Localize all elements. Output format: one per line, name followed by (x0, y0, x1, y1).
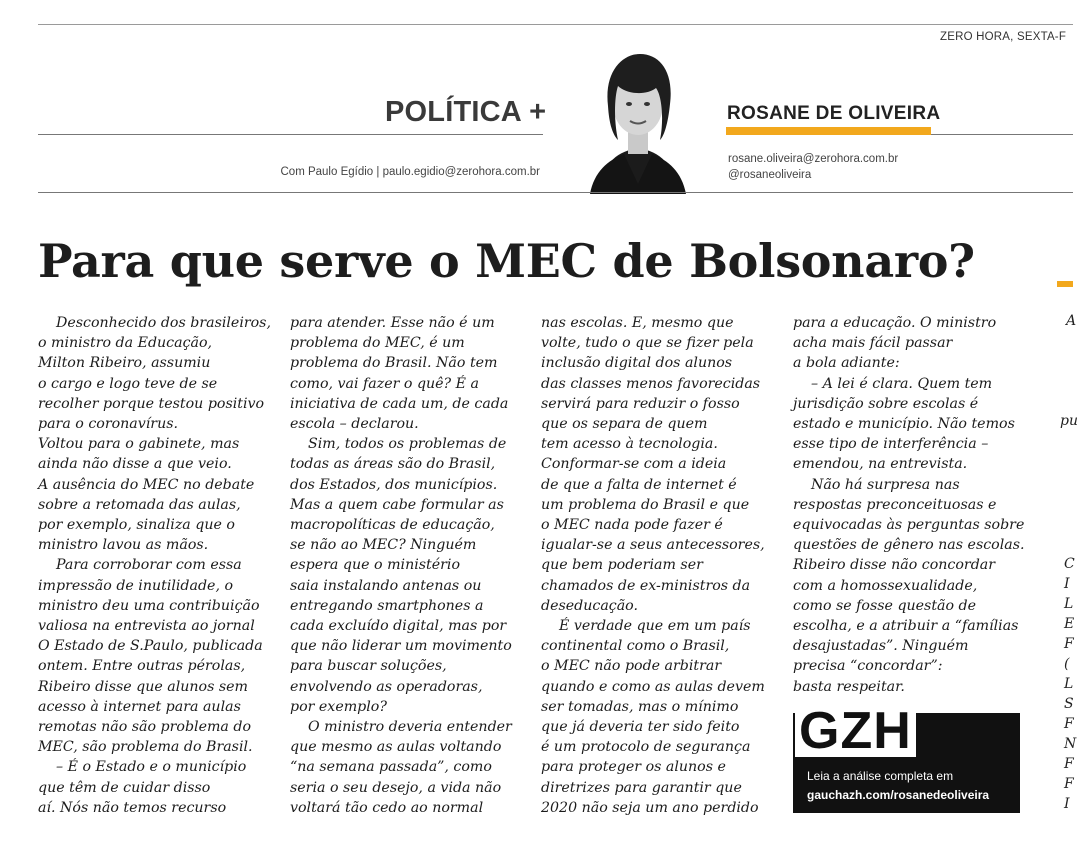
article-line: como se fosse questão de (793, 597, 977, 614)
gzh-promo-box[interactable] (793, 702, 1020, 813)
article-line: emendou, na entrevista. (793, 456, 968, 473)
article-line: basta respeitar. (793, 678, 905, 695)
header-rule-bottom (38, 192, 1073, 193)
article-line: por exemplo? (290, 698, 387, 715)
article-line: Milton Ribeiro, assumiu (38, 355, 211, 372)
article-line: o cargo e logo teve de se (38, 375, 218, 392)
edge-fragment: I (1064, 796, 1070, 812)
article-line: chamados de ex-ministros da (541, 577, 751, 594)
article-line: problema do Brasil. Não tem (290, 355, 498, 372)
article-line: que bem poderiam ser (541, 557, 703, 574)
column-2 (290, 313, 512, 818)
article-line: o MEC nada pode fazer é (541, 517, 723, 534)
edge-fragment: I (1064, 576, 1070, 592)
article-line: acha mais fácil passar (793, 335, 953, 352)
article-line: todas as áreas são do Brasil, (290, 456, 496, 473)
headline: Para que serve o MEC de Bolsonaro? (38, 234, 975, 288)
article-line: para buscar soluções, (290, 658, 447, 675)
article-line: MEC, são problema do Brasil. (38, 739, 253, 756)
article-line: que têm de cuidar disso (38, 779, 211, 796)
edge-fragment: F (1064, 636, 1074, 652)
author-name: ROSANE DE OLIVEIRA (727, 103, 941, 124)
article-line: a bola adiante: (793, 355, 900, 372)
article-line: Voltou para o gabinete, mas (38, 436, 240, 453)
article-line: que já deveria ter sido feito (541, 719, 740, 736)
article-line: É verdade que em um país (559, 618, 751, 635)
author-portrait-icon (560, 44, 716, 194)
header-rule-left (38, 134, 543, 135)
edge-fragment: C (1064, 556, 1075, 572)
article-line: igualar-se a seus antecessores, (541, 537, 765, 554)
side-accent-mark (1057, 281, 1073, 287)
article-line: diretrizes para garantir que (541, 779, 742, 796)
edge-fragment: L (1064, 676, 1074, 692)
article-line: questões de gênero nas escolas. (793, 537, 1025, 554)
article-line: tem acesso à tecnologia. (541, 436, 718, 453)
article-line: que os separa de quem (541, 416, 708, 433)
article-line: de que a falta de internet é (541, 476, 737, 493)
author-email: rosane.oliveira@zerohora.com.br (728, 153, 899, 165)
promo-link[interactable]: gauchazh.com/rosanedeoliveira (807, 788, 990, 802)
article-line: entregando smartphones a (290, 597, 484, 614)
article-line: espera que o ministério (290, 557, 460, 574)
top-rule (38, 24, 1073, 25)
article-line: para o coronavírus. (38, 416, 179, 433)
gzh-logo: GZH (795, 705, 916, 757)
article-line: Ribeiro disse que alunos sem (38, 678, 249, 695)
byline: Com Paulo Egídio | paulo.egidio@zerohora.com.br (280, 166, 540, 178)
article-line: aí. Nós não temos recurso (38, 799, 227, 816)
article-line: precisa “concordar”: (793, 658, 943, 675)
edge-fragment: F (1064, 756, 1074, 772)
article-line: jurisdição sobre escolas é (793, 395, 979, 412)
article-line: para a educação. O ministro (793, 315, 997, 331)
column-3 (541, 313, 765, 818)
article-line: ministro lavou as mãos. (38, 537, 209, 554)
article-line: ainda não disse a que veio. (38, 456, 232, 473)
article-line: ser tomadas, mas o mínimo (541, 698, 739, 715)
article-line: Sim, todos os problemas de (308, 436, 507, 453)
article-line: dos Estados, dos municípios. (290, 476, 498, 493)
article-line: como, vai fazer o quê? É a (290, 375, 480, 392)
article-line: 2020 não seja um ano perdido (541, 799, 759, 816)
edge-fragment: N (1064, 736, 1077, 752)
article-line: se não ao MEC? Ninguém (290, 537, 477, 554)
edge-fragment: pu (1060, 413, 1078, 429)
promo-text: Leia a análise completa em (807, 769, 954, 783)
article-line: A ausência do MEC no debate (38, 476, 255, 493)
article-line: seria o seu desejo, a vida não (290, 779, 502, 796)
article-line: ministro deu uma contribuição (38, 597, 260, 614)
dateline: ZERO HORA, SEXTA-F (940, 31, 1067, 43)
article-line: – É o Estado e o município (56, 759, 247, 776)
article-line: o MEC não pode arbitrar (541, 658, 722, 675)
article-line: macropolíticas de educação, (290, 517, 495, 534)
edge-fragment: F (1064, 716, 1074, 732)
article-line: volte, tudo o que se fizer pela (541, 335, 754, 352)
article-line: cada excluído digital, mas por (290, 618, 507, 635)
article-line: estado e município. Não temos (793, 416, 1015, 433)
article-line: esse tipo de interferência – (793, 436, 989, 453)
article-line: Mas a quem cabe formular as (290, 496, 504, 513)
article-line: por exemplo, sinaliza que o (38, 517, 235, 534)
edge-fragment: S (1064, 696, 1074, 712)
article-line: desajustadas”. Ninguém (793, 638, 969, 655)
column-4 (793, 313, 1025, 697)
article-line: continental como o Brasil, (541, 638, 730, 655)
article-line: sobre a retomada das aulas, (38, 496, 241, 513)
author-underline-bar (726, 127, 931, 135)
article-line: equivocadas às perguntas sobre (793, 517, 1025, 534)
article-line: envolvendo as operadoras, (290, 678, 483, 695)
article-line: O ministro deveria entender (308, 719, 512, 736)
article-line: Ribeiro disse não concordar (793, 557, 996, 574)
article-line: que mesmo as aulas voltando (290, 739, 502, 756)
article-line: Conformar-se com a ideia (541, 456, 727, 473)
article-line: escolha, e a atribuir a “famílias (793, 618, 1019, 635)
article-line: que não liderar um movimento (290, 638, 512, 655)
article-line: para atender. Esse não é um (290, 315, 495, 331)
article-line: iniciativa de cada um, de cada (290, 395, 509, 412)
article-line: respostas preconceituosas e (793, 496, 997, 513)
article-line: Não há surpresa nas (811, 476, 960, 493)
author-photo (560, 44, 716, 194)
article-line: nas escolas. E, mesmo que (541, 315, 734, 331)
author-handle: @rosaneoliveira (728, 169, 812, 181)
article-line: recolher porque testou positivo (38, 395, 265, 412)
article-line: voltará tão cedo ao normal (290, 799, 484, 816)
article-line: problema do MEC, é um (290, 335, 465, 352)
section-title: POLÍTICA + (385, 96, 547, 128)
article-line: saia instalando antenas ou (290, 577, 482, 594)
article-line: acesso à internet para aulas (38, 698, 241, 715)
article-line: “na semana passada”, como (290, 759, 492, 776)
article-line: quando e como as aulas devem (541, 678, 765, 695)
article-line: Desconhecido dos brasileiros, (56, 315, 271, 331)
article-line: – A lei é clara. Quem tem (811, 375, 993, 392)
article-line: para proteger os alunos e (541, 759, 726, 776)
article-line: O Estado de S.Paulo, publicada (38, 638, 263, 655)
column-1 (38, 313, 271, 818)
article-line: servirá para reduzir o fosso (541, 395, 740, 412)
article-line: é um protocolo de segurança (541, 739, 751, 756)
edge-fragment: E (1064, 616, 1075, 632)
article-line: um problema do Brasil e que (541, 496, 750, 513)
article-line: valiosa na entrevista ao jornal (38, 618, 255, 635)
article-line: deseducação. (541, 597, 638, 614)
author-contact (728, 151, 898, 183)
article-line: o ministro da Educação, (38, 335, 213, 352)
article-line: inclusão digital dos alunos (541, 355, 733, 372)
article-line: escola – declarou. (290, 416, 419, 433)
edge-fragment: ( (1064, 656, 1070, 672)
article-line: com a homossexualidade, (793, 577, 978, 594)
edge-fragment: A (1066, 313, 1077, 329)
article-line: ontem. Entre outras pérolas, (38, 658, 246, 675)
article-line: das classes menos favorecidas (541, 375, 761, 392)
article-line: impressão de inutilidade, o (38, 577, 234, 594)
edge-fragment: L (1064, 596, 1074, 612)
article-line: Para corroborar com essa (56, 557, 242, 574)
edge-fragment: F (1064, 776, 1074, 792)
article-line: remotas não são problema do (38, 719, 252, 736)
